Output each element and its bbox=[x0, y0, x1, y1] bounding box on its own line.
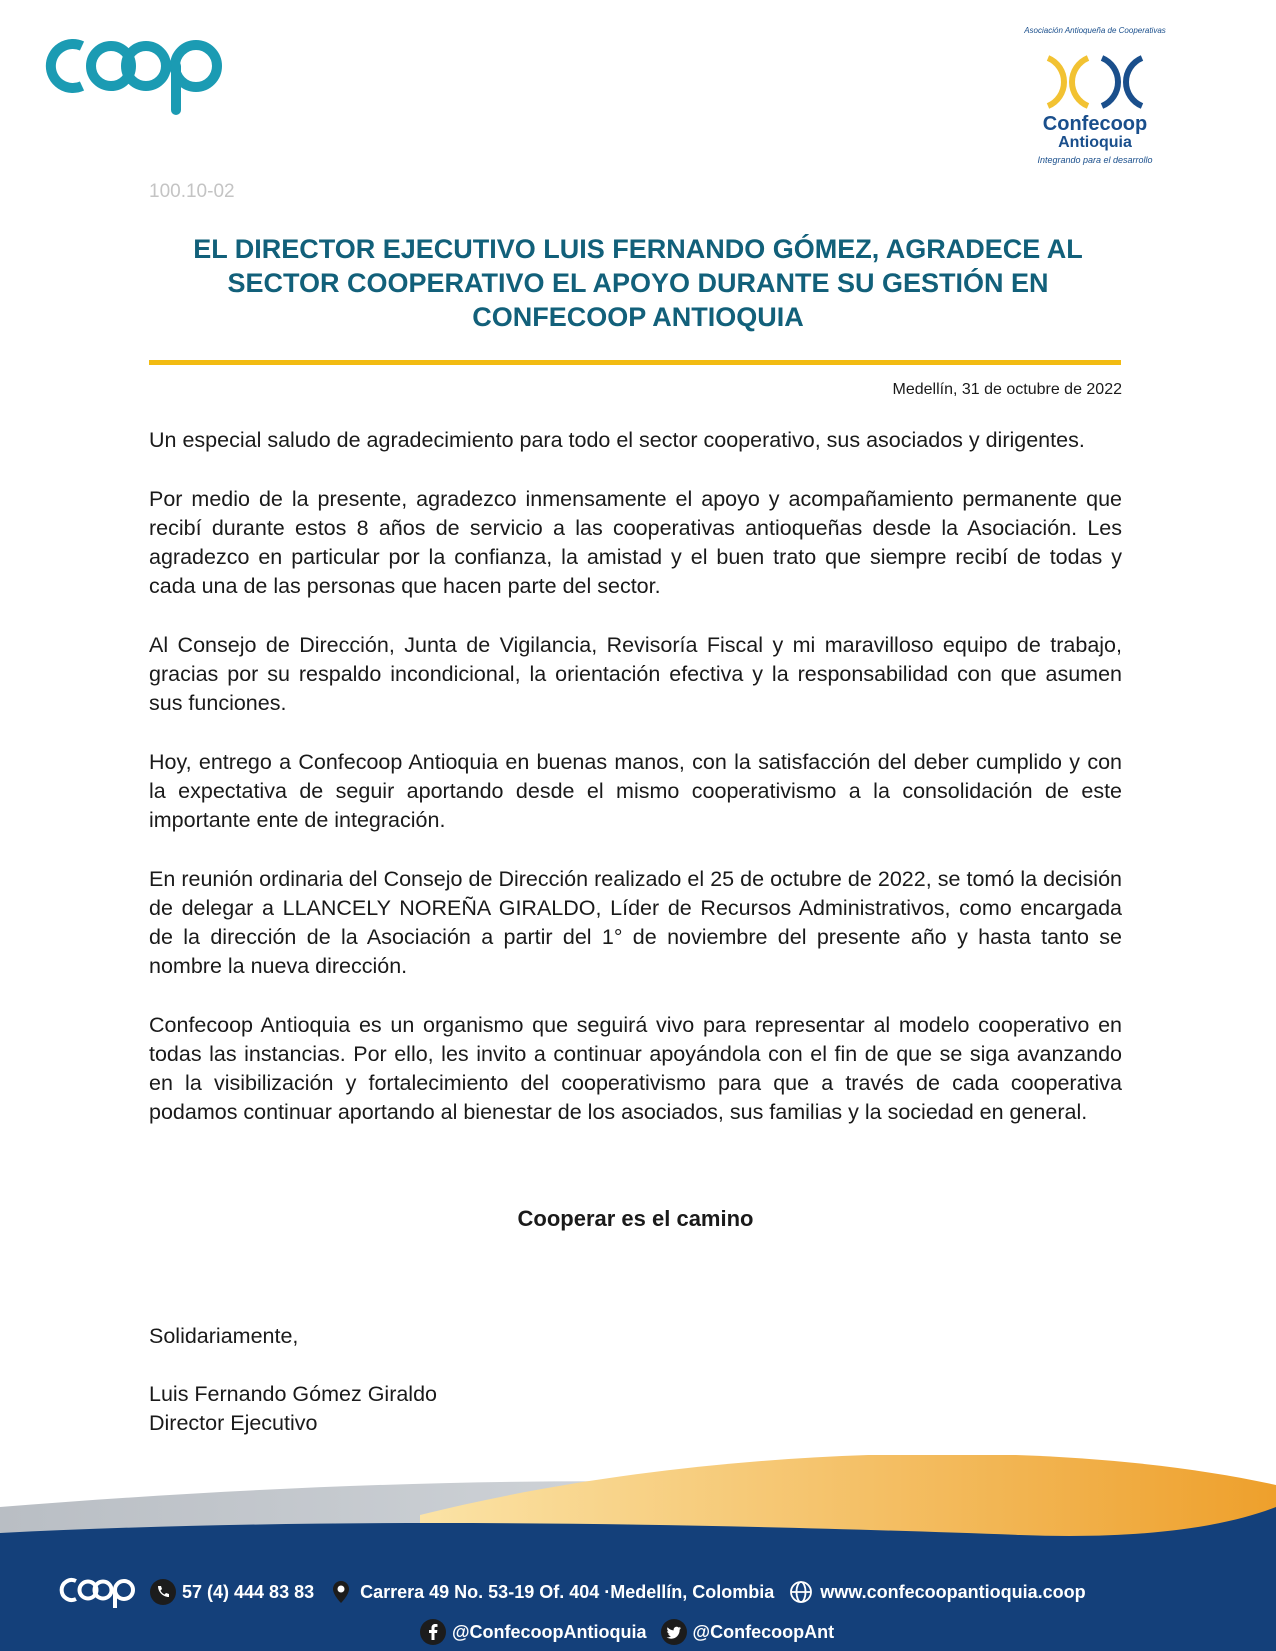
footer-phone bbox=[150, 1579, 314, 1605]
paragraph: Hoy, entrego a Confecoop Antioquia en buenas manos, con la satisfacción del deber cumplido y con la expectativa de seguir aportando desde el mismo cooperativismo a la consolidación de este importante ente de integración. bbox=[149, 750, 1122, 832]
paragraph: Por medio de la presente, agradezco inmensamente el apoyo y acompañamiento permanente que recibí durante estos 8 años de servicio a las cooperativas antioqueñas desde la Asociación. Les agradezco en particular por la confianza, la amistad y el buen trato que siempre recibí de todas y cada una de las personas que hacen parte del sector. bbox=[149, 487, 1122, 598]
confecoop-tagline: Integrando para el desarrollo bbox=[1037, 155, 1153, 165]
confecoop-region: Antioquia bbox=[1058, 134, 1132, 151]
phone-icon bbox=[150, 1579, 176, 1605]
confecoop-top-line: Asociación Antioqueña de Cooperativas bbox=[1024, 26, 1166, 35]
coop-logo bbox=[38, 30, 238, 116]
paragraph: Confecoop Antioquia es un organismo que seguirá vivo para representar al modelo cooperativo en todas las instancias. Por ello, les invito a continuar apoyándola con el fin de que se siga avanzando en la visibilización y fortalecimiento del cooperativismo para que a través de cada cooperativa podamos continuar aportando al bienestar de los asociados, sus familias y la sociedad en general. bbox=[149, 1013, 1122, 1124]
globe-icon bbox=[788, 1579, 814, 1605]
paragraph: Un especial saludo de agradecimiento para todo el sector cooperativo, sus asociados y dirigentes. bbox=[149, 428, 1085, 452]
document-code: 100.10-02 bbox=[149, 181, 235, 202]
footer-address-text: Carrera 49 No. 53-19 Of. 404 ·Medellín, Colombia bbox=[360, 1581, 775, 1602]
twitter-icon bbox=[661, 1619, 687, 1645]
location-pin-icon bbox=[328, 1579, 354, 1605]
footer-contact-row bbox=[58, 1572, 1258, 1612]
footer-address bbox=[328, 1579, 774, 1605]
letter-body bbox=[149, 426, 1122, 1157]
footer-facebook[interactable] bbox=[420, 1619, 647, 1645]
signer-name: Luis Fernando Gómez Giraldo bbox=[149, 1382, 438, 1406]
closing: Solidariamente, bbox=[149, 1324, 299, 1348]
footer-social-row bbox=[420, 1615, 848, 1649]
footer-phone-text: 57 (4) 444 83 83 bbox=[182, 1581, 315, 1602]
document-date: Medellín, 31 de octubre de 2022 bbox=[892, 381, 1122, 398]
motto: Cooperar es el camino bbox=[517, 1206, 754, 1231]
signer-role: Director Ejecutivo bbox=[149, 1411, 318, 1435]
footer-website-link[interactable]: www.confecoopantioquia.coop bbox=[820, 1581, 1086, 1602]
footer-twitter[interactable] bbox=[661, 1619, 835, 1645]
paragraph: Al Consejo de Dirección, Junta de Vigilancia, Revisoría Fiscal y mi maravilloso equipo de trabajo, gracias por su respaldo incondicional, la orientación efectiva y la responsabilidad con que asumen sus funciones. bbox=[149, 633, 1122, 715]
facebook-icon bbox=[420, 1619, 446, 1645]
footer-website[interactable] bbox=[788, 1579, 1085, 1605]
confecoop-antioquia-logo bbox=[1020, 22, 1170, 172]
footer-facebook-handle[interactable]: @ConfecoopAntioquia bbox=[452, 1621, 647, 1642]
document-title: EL DIRECTOR EJECUTIVO LUIS FERNANDO GÓMEZ, AGRADECE AL SECTOR COOPERATIVO EL APOYO DURANTE SU GESTIÓN EN CONFECOOP ANTIOQUIA bbox=[193, 234, 1083, 332]
footer bbox=[0, 1455, 1276, 1651]
confecoop-name: Confecoop bbox=[1042, 113, 1148, 135]
coop-wordmark-icon bbox=[58, 1574, 138, 1610]
title-divider bbox=[149, 360, 1121, 365]
paragraph: En reunión ordinaria del Consejo de Dirección realizado el 25 de octubre de 2022, se tomó la decisión de delegar a LLANCELY NOREÑA GIRALDO, Líder de Recursos Administrativos, como encargada de la dirección de la Asociación a partir del 1° de noviembre del presente año y hasta tanto se nombre la nueva dirección. bbox=[149, 867, 1122, 978]
footer-twitter-handle[interactable]: @ConfecoopAnt bbox=[692, 1621, 835, 1642]
